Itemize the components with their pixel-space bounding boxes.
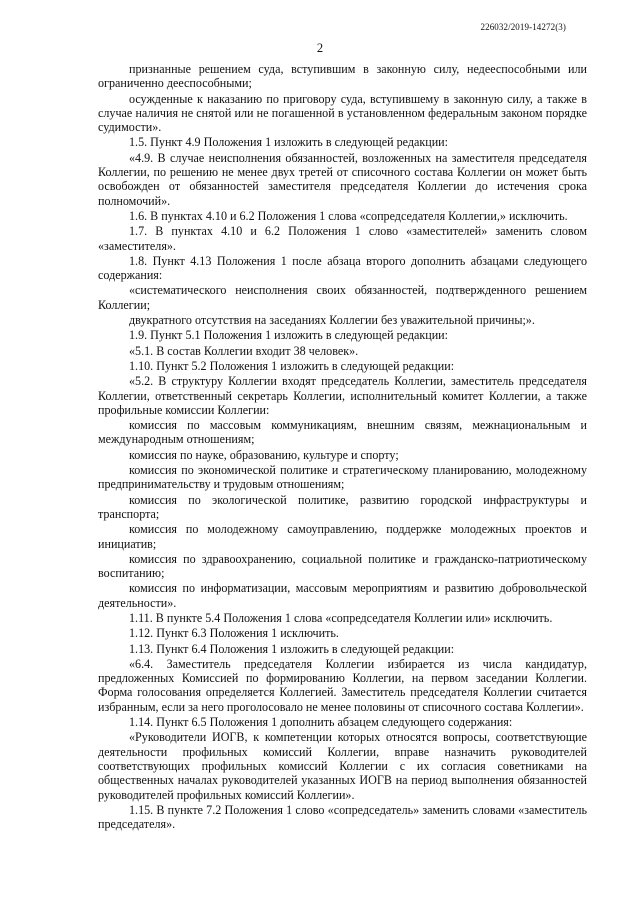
paragraph: осужденные к наказанию по приговору суда, вступившему в законную силу, а также в случае наличия не снятой или не погашенной в установленном федеральным законом порядке судимости». [98,91,587,135]
paragraph: комиссия по информатизации, массовым мероприятиям и развитию добровольческой деятельности». [98,581,587,610]
paragraph: 1.15. В пункте 7.2 Положения 1 слово «сопредседатель» заменить словами «заместитель председателя». [98,802,587,832]
paragraph: 1.7. В пунктах 4.10 и 6.2 Положения 1 слово «заместителей» заменить словом «заместителя». [98,224,587,253]
document-body [98,62,587,831]
paragraph: «6.4. Заместитель председателя Коллегии избирается из числа кандидатур, предложенных Комиссией по формированию Коллегии, на первом заседании Коллегии. Форма голосования определяется Коллегией. Заместитель председателя Коллегии считается избранным, если за него проголосовало не менее половины от списочного состава Коллегии». [98,656,587,714]
paragraph: «Руководители ИОГВ, к компетенции которых относятся вопросы, соответствующие деятельности профильных комиссий Коллегии, вправе назначить руководителей соответствующих профильных комиссий Коллегии с их согласия советниками на общественных началах руководителей указанных ИОГВ на период выполнения обязанностей руководителей профильных комиссий Коллегии». [98,730,587,802]
paragraph: 1.11. В пункте 5.4 Положения 1 слова «сопредседателя Коллегии или» исключить. [129,610,553,625]
paragraph: «систематического неисполнения своих обязанностей, подтвержденного решением Коллегии; [98,283,587,312]
paragraph: комиссия по массовым коммуникациям, внешним связям, межнациональным и международным отношениям; [98,418,587,447]
paragraph: комиссия по науке, образованию, культуре и спорту; [129,447,399,462]
paragraph: 1.5. Пункт 4.9 Положения 1 изложить в следующей редакции: [129,135,449,150]
paragraph: двукратного отсутствия на заседаниях Коллегии без уважительной причины;». [129,313,535,328]
paragraph: 1.10. Пункт 5.2 Положения 1 изложить в следующей редакции: [129,358,455,373]
paragraph: «5.2. В структуру Коллегии входят председатель Коллегии, заместитель председателя Коллегии, ответственный секретарь Коллегии, исполнительный комитет Коллегии, а также профильные комиссии Коллегии: [98,374,587,417]
paragraph: комиссия по молодежному самоуправлению, поддержке молодежных проектов и инициатив; [98,522,587,551]
paragraph: 1.6. В пунктах 4.10 и 6.2 Положения 1 слова «сопредседателя Коллегии,» исключить. [129,208,568,223]
paragraph: комиссия по экономической политике и стратегическому планированию, молодежному предпринимательству и трудовым отношениям; [98,463,587,492]
paragraph: «4.9. В случае неисполнения обязанностей, возложенных на заместителя председателя Коллегии, по решению не менее двух третей от списочного состава Коллегии он может быть освобожден от обязанностей заместителя председателя Коллегии до истечения срока полномочий». [98,150,587,208]
paragraph: комиссия по здравоохранению, социальной политике и гражданско-патриотическому воспитанию; [98,551,587,581]
paragraph: признанные решением суда, вступившим в законную силу, недееспособными или ограниченно дееспособными; [98,62,587,91]
paragraph: 1.13. Пункт 6.4 Положения 1 изложить в следующей редакции: [129,641,455,656]
page-number: 2 [316,41,324,55]
paragraph: 1.12. Пункт 6.3 Положения 1 исключить. [129,626,339,641]
paragraph: «5.1. В состав Коллегии входит 38 человек». [129,343,359,358]
paragraph: 1.8. Пункт 4.13 Положения 1 после абзаца второго дополнить абзацами следующего содержания: [98,253,587,283]
paragraph: 1.9. Пункт 5.1 Положения 1 изложить в следующей редакции: [129,328,449,343]
document-id: 226032/2019-14272(3) [480,22,566,32]
paragraph: 1.14. Пункт 6.5 Положения 1 дополнить абзацем следующего содержания: [129,715,513,730]
paragraph: комиссия по экологической политике, развитию городской инфраструктуры и транспорта; [98,492,587,521]
